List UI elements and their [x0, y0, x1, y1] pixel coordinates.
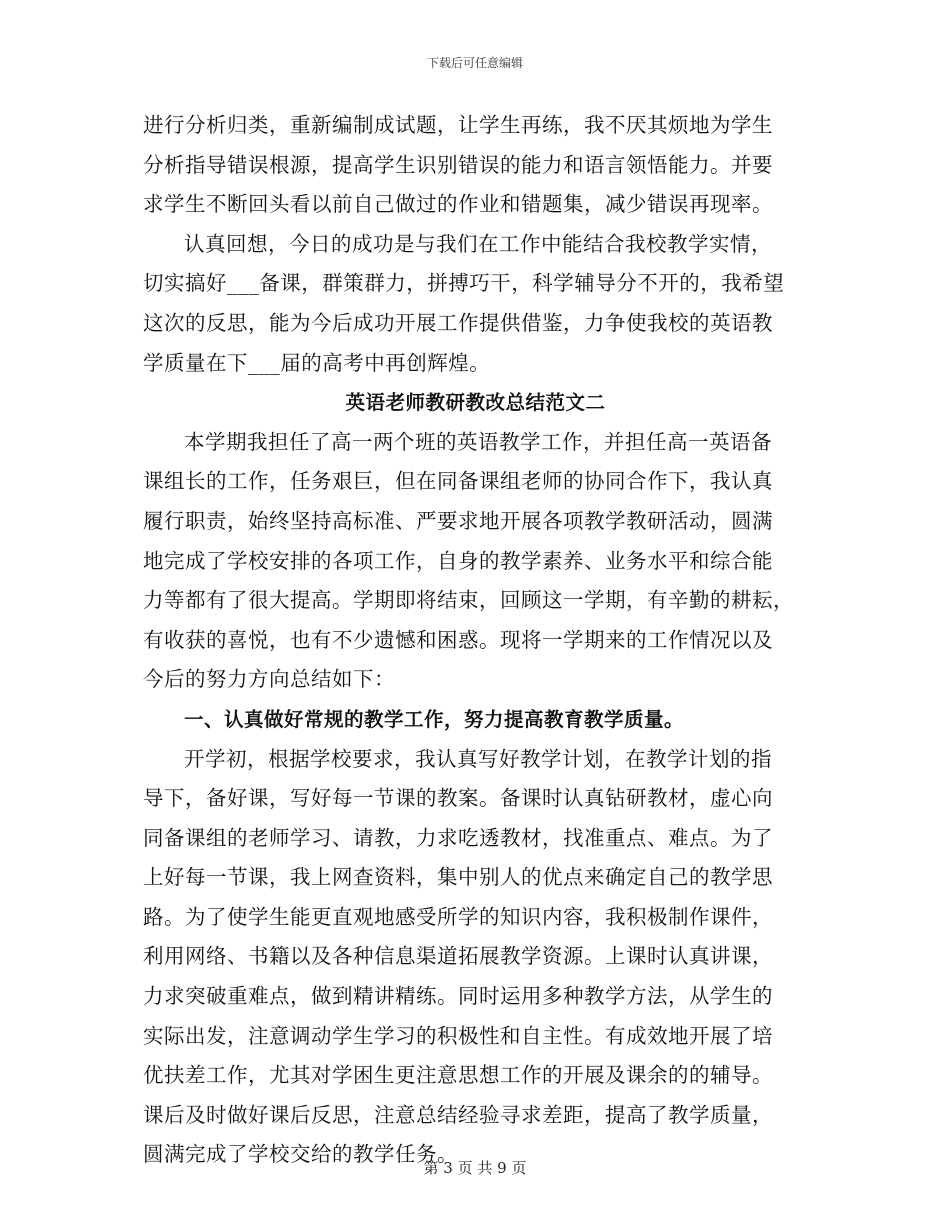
- body-line: 求学生不断回头看以前自己做过的作业和错题集，减少错误再现率。: [143, 192, 773, 217]
- body-line: 导下，备好课，写好每一节课的教案。备课时认真钻研教材，虚心向: [143, 786, 773, 811]
- body-line: 圆满完成了学校交给的教学任务。: [143, 1142, 458, 1167]
- page-footer: 第 3 页 共 9 页: [423, 1159, 527, 1177]
- body-line: 课后及时做好课后反思，注意总结经验寻求差距，提高了教学质量，: [143, 1102, 773, 1127]
- body-line: 履行职责，始终坚持高标准、严要求地开展各项教学教研活动，圆满: [143, 508, 773, 533]
- body-line: 认真回想，今日的成功是与我们在工作中能结合我校教学实情，: [184, 231, 772, 256]
- body-line: 这次的反思，能为今后成功开展工作提供借鉴，力争使我校的英语教: [143, 310, 773, 335]
- body-line: 同备课组的老师学习、请教，力求吃透教材，找准重点、难点。为了: [143, 825, 773, 850]
- body-line: 今后的努力方向总结如下：: [143, 667, 395, 692]
- document-body: [143, 106, 808, 1175]
- body-line: 分析指导错误根源，提高学生识别错误的能力和语言领悟能力。并要: [143, 152, 773, 177]
- body-line: 课组长的工作，任务艰巨，但在同备课组老师的协同合作下，我认真: [143, 469, 773, 494]
- body-line: 切实搞好___备课，群策群力，拼搏巧干，科学辅导分不开的，我希望: [143, 271, 785, 296]
- body-line: 开学初，根据学校要求，我认真写好教学计划，在教学计划的指: [184, 746, 772, 771]
- page-header: 下载后可任意编辑: [426, 56, 523, 70]
- body-line: 学质量在下___届的高考中再创辉煌。: [143, 350, 491, 375]
- body-line: 本学期我担任了高一两个班的英语教学工作，并担任高一英语备: [184, 429, 772, 454]
- body-line: 力等都有了很大提高。学期即将结束，回顾这一学期，有辛勤的耕耘，: [143, 588, 794, 613]
- body-line: 地完成了学校安排的各项工作，自身的教学素养、业务水平和综合能: [143, 548, 773, 573]
- body-line: 优扶差工作，尤其对学困生更注意思想工作的开展及课余的的辅导。: [143, 1063, 773, 1088]
- body-line: 实际出发，注意调动学生学习的积极性和自主性。有成效地开展了培: [143, 1023, 773, 1048]
- body-line: 上好每一节课，我上网查资料，集中别人的优点来确定自己的教学思: [143, 865, 773, 890]
- body-line: 进行分析归类，重新编制成试题，让学生再练，我不厌其烦地为学生: [143, 113, 773, 137]
- body-line: 路。为了使学生能更直观地感受所学的知识内容，我积极制作课件，: [143, 904, 773, 929]
- body-line: 有收获的喜悦，也有不少遗憾和困惑。现将一学期来的工作情况以及: [143, 627, 773, 652]
- section-heading: 一、认真做好常规的教学工作，努力提高教育教学质量。: [184, 707, 685, 731]
- body-line: 力求突破重难点，做到精讲精练。同时运用多种教学方法，从学生的: [143, 984, 773, 1009]
- section-title: 英语老师教研教改总结范文二: [345, 391, 606, 415]
- body-line: 利用网络、书籍以及各种信息渠道拓展教学资源。上课时认真讲课，: [143, 944, 773, 969]
